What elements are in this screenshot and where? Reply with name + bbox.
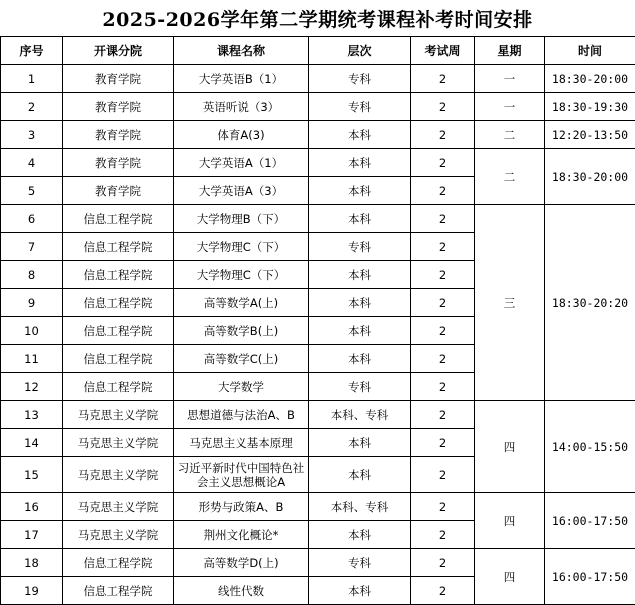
cell-no: 11 <box>1 345 63 373</box>
cell-college: 教育学院 <box>63 149 174 177</box>
col-header-level: 层次 <box>309 37 411 65</box>
cell-weekday: 四 <box>475 549 545 605</box>
cell-level: 本科 <box>309 177 411 205</box>
cell-course: 大学英语A（3） <box>174 177 309 205</box>
cell-weekday: 四 <box>475 401 545 493</box>
cell-college: 马克思主义学院 <box>63 457 174 493</box>
cell-no: 5 <box>1 177 63 205</box>
cell-no: 10 <box>1 317 63 345</box>
cell-college: 信息工程学院 <box>63 261 174 289</box>
cell-time: 18:30-19:30 <box>545 93 635 121</box>
table-row <box>1 93 635 121</box>
cell-exam-week: 2 <box>411 493 475 521</box>
cell-level: 本科 <box>309 429 411 457</box>
cell-course: 马克思主义基本原理 <box>174 429 309 457</box>
cell-no: 1 <box>1 65 63 93</box>
cell-time: 16:00-17:50 <box>545 549 635 605</box>
cell-level: 本科 <box>309 121 411 149</box>
cell-college: 教育学院 <box>63 121 174 149</box>
cell-level: 本科 <box>309 149 411 177</box>
cell-time: 18:30-20:00 <box>545 65 635 93</box>
cell-college: 马克思主义学院 <box>63 429 174 457</box>
col-header-exam-week: 考试周 <box>411 37 475 65</box>
cell-course: 高等数学B(上) <box>174 317 309 345</box>
cell-college: 教育学院 <box>63 177 174 205</box>
header-row <box>1 37 635 65</box>
table-row <box>1 205 635 233</box>
cell-weekday: 二 <box>475 121 545 149</box>
table-row <box>1 493 635 521</box>
cell-exam-week: 2 <box>411 289 475 317</box>
cell-no: 9 <box>1 289 63 317</box>
cell-exam-week: 2 <box>411 429 475 457</box>
cell-college: 信息工程学院 <box>63 345 174 373</box>
cell-college: 马克思主义学院 <box>63 521 174 549</box>
cell-course: 线性代数 <box>174 577 309 605</box>
cell-level: 本科 <box>309 289 411 317</box>
cell-weekday: 一 <box>475 65 545 93</box>
cell-exam-week: 2 <box>411 457 475 493</box>
cell-no: 12 <box>1 373 63 401</box>
cell-college: 信息工程学院 <box>63 577 174 605</box>
cell-time: 16:00-17:50 <box>545 493 635 549</box>
cell-course: 习近平新时代中国特色社会主义思想概论A <box>174 457 309 493</box>
cell-no: 17 <box>1 521 63 549</box>
cell-exam-week: 2 <box>411 401 475 429</box>
table-row <box>1 121 635 149</box>
cell-exam-week: 2 <box>411 177 475 205</box>
cell-level: 本科 <box>309 317 411 345</box>
cell-exam-week: 2 <box>411 149 475 177</box>
cell-level: 本科、专科 <box>309 493 411 521</box>
cell-college: 信息工程学院 <box>63 373 174 401</box>
cell-no: 2 <box>1 93 63 121</box>
col-header-weekday: 星期 <box>475 37 545 65</box>
table-row <box>1 549 635 577</box>
cell-no: 3 <box>1 121 63 149</box>
cell-level: 专科 <box>309 233 411 261</box>
col-header-no: 序号 <box>1 37 63 65</box>
cell-level: 本科 <box>309 521 411 549</box>
cell-course: 大学物理C（下） <box>174 233 309 261</box>
cell-no: 13 <box>1 401 63 429</box>
cell-weekday: 二 <box>475 149 545 205</box>
cell-no: 18 <box>1 549 63 577</box>
cell-college: 马克思主义学院 <box>63 493 174 521</box>
cell-college: 信息工程学院 <box>63 205 174 233</box>
col-header-course: 课程名称 <box>174 37 309 65</box>
cell-level: 专科 <box>309 373 411 401</box>
cell-no: 8 <box>1 261 63 289</box>
cell-level: 本科、专科 <box>309 401 411 429</box>
cell-level: 本科 <box>309 205 411 233</box>
cell-course: 高等数学D(上) <box>174 549 309 577</box>
cell-course: 高等数学C(上) <box>174 345 309 373</box>
schedule-table <box>0 36 635 605</box>
cell-exam-week: 2 <box>411 121 475 149</box>
cell-no: 16 <box>1 493 63 521</box>
cell-exam-week: 2 <box>411 205 475 233</box>
cell-no: 19 <box>1 577 63 605</box>
cell-course: 大学英语A（1） <box>174 149 309 177</box>
cell-exam-week: 2 <box>411 521 475 549</box>
cell-exam-week: 2 <box>411 317 475 345</box>
cell-time: 12:20-13:50 <box>545 121 635 149</box>
cell-no: 14 <box>1 429 63 457</box>
cell-college: 信息工程学院 <box>63 233 174 261</box>
cell-college: 信息工程学院 <box>63 289 174 317</box>
cell-course: 思想道德与法治A、B <box>174 401 309 429</box>
cell-level: 本科 <box>309 457 411 493</box>
cell-level: 本科 <box>309 345 411 373</box>
cell-weekday: 一 <box>475 93 545 121</box>
cell-weekday: 四 <box>475 493 545 549</box>
cell-exam-week: 2 <box>411 373 475 401</box>
cell-college: 马克思主义学院 <box>63 401 174 429</box>
cell-college: 信息工程学院 <box>63 317 174 345</box>
table-row <box>1 149 635 177</box>
col-header-college: 开课分院 <box>63 37 174 65</box>
table-row <box>1 65 635 93</box>
cell-course: 英语听说（3） <box>174 93 309 121</box>
cell-college: 教育学院 <box>63 93 174 121</box>
table-row <box>1 401 635 429</box>
cell-time: 18:30-20:20 <box>545 205 635 401</box>
cell-exam-week: 2 <box>411 233 475 261</box>
cell-course: 体育A(3) <box>174 121 309 149</box>
cell-time: 14:00-15:50 <box>545 401 635 493</box>
cell-college: 教育学院 <box>63 65 174 93</box>
cell-level: 本科 <box>309 261 411 289</box>
cell-level: 专科 <box>309 549 411 577</box>
cell-no: 7 <box>1 233 63 261</box>
cell-exam-week: 2 <box>411 549 475 577</box>
cell-no: 15 <box>1 457 63 493</box>
cell-course: 高等数学A(上) <box>174 289 309 317</box>
cell-college: 信息工程学院 <box>63 549 174 577</box>
cell-exam-week: 2 <box>411 93 475 121</box>
cell-exam-week: 2 <box>411 65 475 93</box>
cell-exam-week: 2 <box>411 577 475 605</box>
cell-course: 大学物理C（下） <box>174 261 309 289</box>
cell-no: 6 <box>1 205 63 233</box>
cell-exam-week: 2 <box>411 261 475 289</box>
cell-level: 本科 <box>309 577 411 605</box>
cell-level: 专科 <box>309 65 411 93</box>
cell-course: 大学数学 <box>174 373 309 401</box>
cell-weekday: 三 <box>475 205 545 401</box>
col-header-time: 时间 <box>545 37 635 65</box>
cell-time: 18:30-20:00 <box>545 149 635 205</box>
cell-course: 大学英语B（1） <box>174 65 309 93</box>
cell-level: 专科 <box>309 93 411 121</box>
cell-exam-week: 2 <box>411 345 475 373</box>
cell-course: 荆州文化概论* <box>174 521 309 549</box>
cell-course: 形势与政策A、B <box>174 493 309 521</box>
cell-course: 大学物理B（下） <box>174 205 309 233</box>
cell-no: 4 <box>1 149 63 177</box>
page-title: 2025-2026学年第二学期统考课程补考时间安排 <box>102 8 533 31</box>
